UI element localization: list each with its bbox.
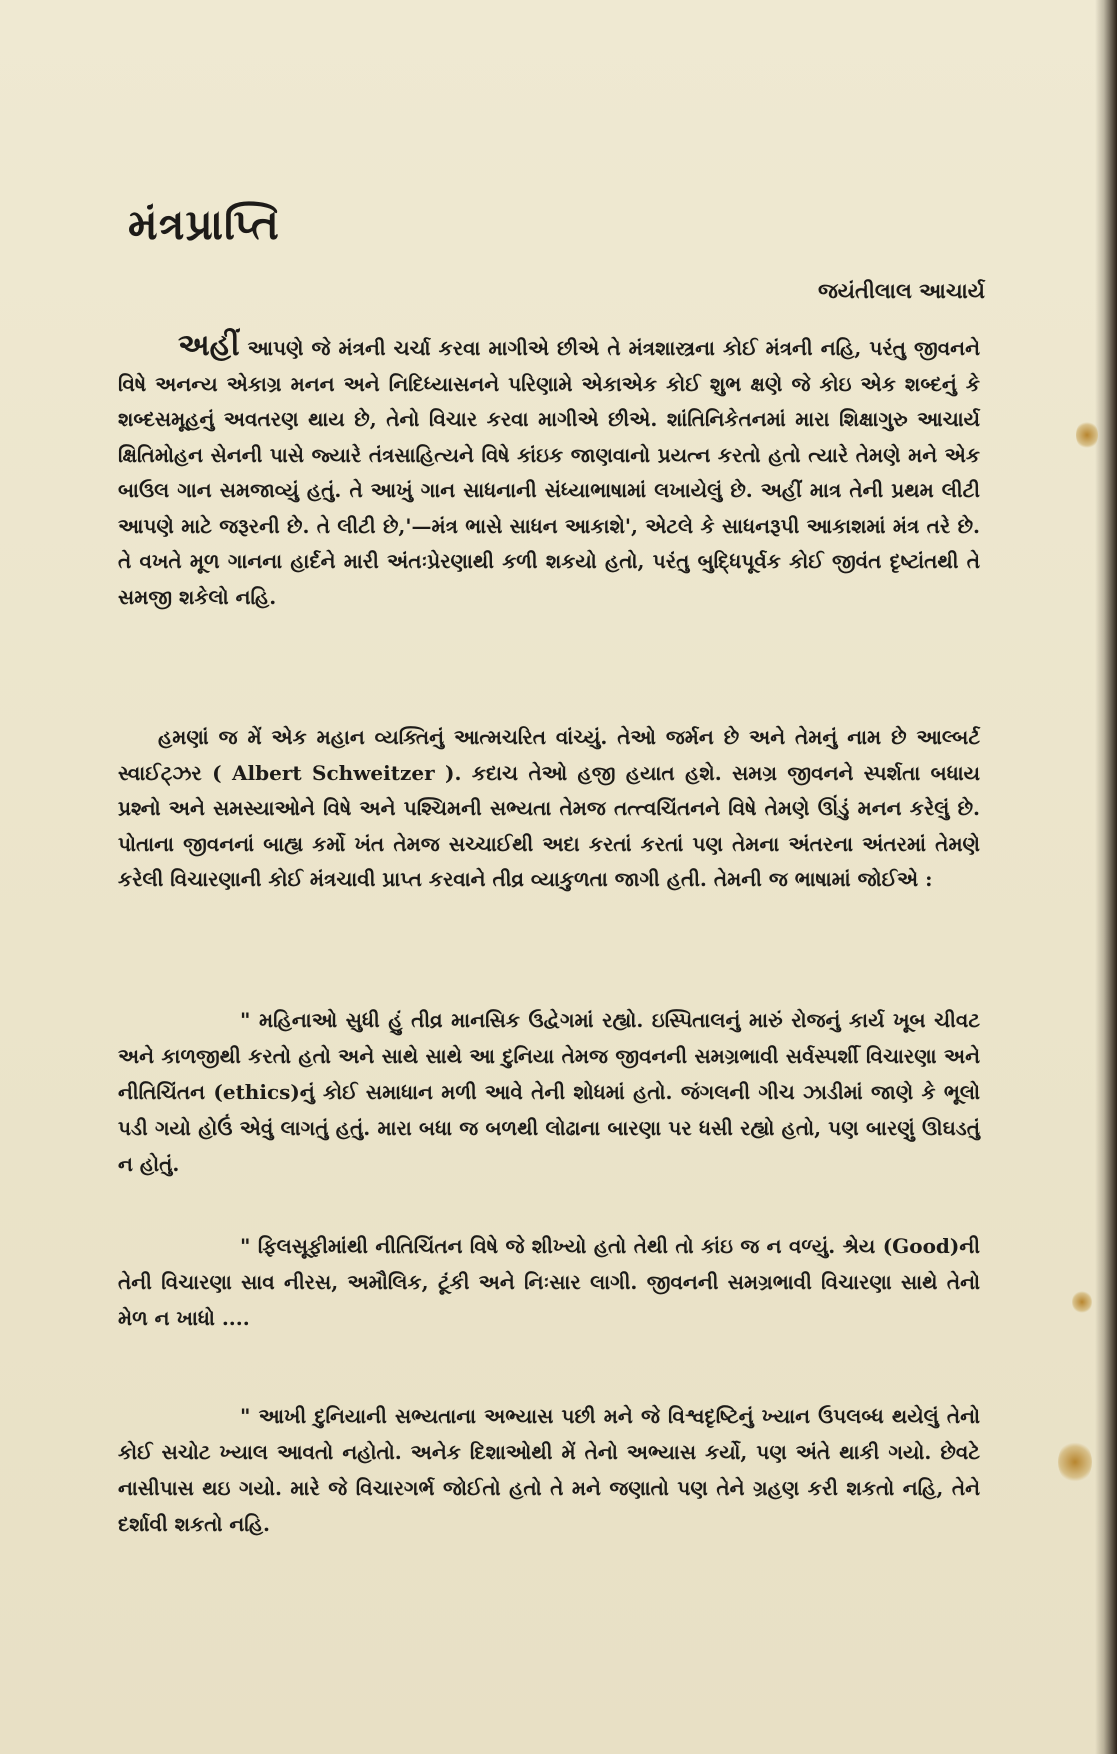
quote-paragraph-1: " મહિનાઓ સુધી હું તીવ્ર માનસિક ઉદ્વેગમાં રહ્યો. ઇસ્પિતાલનું મારું રોજનું કાર્ય ખૂબ ચીવટ અને કાળજીથી કરતો હતો અને સાથે સાથે આ દુનિયા તેમજ જીવનની સમગ્રભાવી સર્વસ્પર્શી વિચારણા અને નીતિચિંતન (ethics)નું કોઈ સમાધાન મળી આવે તેની શોધમાં હતો. જંગલની ગીચ ઝાડીમાં જાણે કે ભૂલો પડી ગયો હોઉં એવું લાગતું હતું. મારા બધા જ બળથી લોઢાના બારણા પર ધસી રહ્યો હતો, પણ બારણું ઊઘડતું ન હોતું.: [118, 1008, 980, 1176]
stain-mark: [1072, 1290, 1092, 1314]
paragraph-intro: [118, 328, 980, 615]
article-author: જયંતીલાલ આચાર્ય: [817, 278, 985, 303]
stain-mark: [1058, 1440, 1092, 1484]
paragraph-schweitzer: હમણાં જ મેં એક મહાન વ્યક્તિનું આત્મચરિત વાંચ્યું. તેઓ જર્મન છે અને તેમનું નામ છે આલ્બર્ટ સ્વાઈટ્ઝર ( Albert Schweitzer ). કદાચ તેઓ હજી હયાત હશે. સમગ્ર જીવનને સ્પર્શતા બધાય પ્રશ્નો અને સમસ્યાઓને વિષે અને પશ્ચિમની સભ્યતા તેમજ તત્ત્વચિંતનને વિષે તેમણે ઊંડું મનન કરેલું છે. પોતાના જીવનનાં બાહ્ય કર્મો ખંત તેમજ સચ્ચાઈથી અદા કરતાં કરતાં પણ તેમના અંતરના અંતરમાં તેમણે કરેલી વિચારણાની કોઈ મંત્રચાવી પ્રાપ્ત કરવાને તીવ્ર વ્યાકુળતા જાગી હતી. તેમની જ ભાષામાં જોઈએ :: [118, 725, 980, 891]
quote-paragraph-3: " આખી દુનિયાની સભ્યતાના અભ્યાસ પછી મને જે વિશ્વદૃષ્ટિનું ખ્યાન ઉપલબ્ધ થયેલું તેનો કોઈ સચોટ ખ્યાલ આવતો નહોતો. અનેક દિશાઓથી મેં તેનો અભ્યાસ કર્યો, પણ અંતે થાકી ગયો. છેવટે નાસીપાસ થઇ ગયો. મારે જે વિચારગર્ભ જોઈતો હતો તે મને જણાતો પણ તેને ગ્રહણ કરી શકતો નહિ, તેને દર્શાવી શકતો નહિ.: [118, 1404, 980, 1536]
page-binding-shadow: [1095, 0, 1117, 1754]
stain-mark: [1076, 420, 1098, 450]
quote-paragraph-2: " ફિલસૂફીમાંથી નીતિચિંતન વિષે જે શીખ્યો હતો તેથી તો કાંઇ જ ન વળ્યું. શ્રેય (Good)ની તેની વિચારણા સાવ નીરસ, અમૌલિક, ટૂંકી અને નિઃસાર લાગી. જીવનની સમગ્રભાવી વિચારણા સાથે તેનો મેળ ન ખાધો ....: [118, 1234, 980, 1330]
opening-word: અહીં: [178, 328, 240, 363]
paragraph-text: આપણે જે મંત્રની ચર્ચા કરવા માગીએ છીએ તે મંત્રશાસ્ત્રના કોઈ મંત્રની નહિ, પરંતુ જીવનને વિષે અનન્ય એકાગ્ર મનન અને નિદિધ્યાસનને પરિણામે એકાએક કોઈ શુભ ક્ષણે જે કોઇ એક શબ્દનું કે શબ્દસમૂહનું અવતરણ થાય છે, તેનો વિચાર કરવા માગીએ છીએ. શાંતિનિકેતનમાં મારા શિક્ષાગુરુ આચાર્ય ક્ષિતિમોહન સેનની પાસે જ્યારે તંત્રસાહિત્યને વિષે કાંઇક જાણવાનો પ્રયત્ન કરતો હતો ત્યારે તેમણે મને એક બાઉલ ગાન સમજાવ્યું હતું. તે આખું ગાન સાધનાની સંધ્યાભાષામાં લખાયેલું છે. અહીં માત્ર તેની પ્રથમ લીટી આપણે માટે જરૂરની છે. તે લીટી છે,'—મંત્ર ભાસે સાધન આકાશે', એટલે કે સાધનરૂપી આકાશમાં મંત્ર તરે છે. તે વખતે મૂળ ગાનના હાર્દને મારી અંતઃપ્રેરણાથી કળી શકયો હતો, પરંતુ બુદ્ધિપૂર્વક કોઈ જીવંત દૃષ્ટાંતથી તે સમજી શકેલો નહિ.: [118, 336, 980, 609]
article-title: મંત્રપ્રાપ્તિ: [128, 200, 280, 249]
